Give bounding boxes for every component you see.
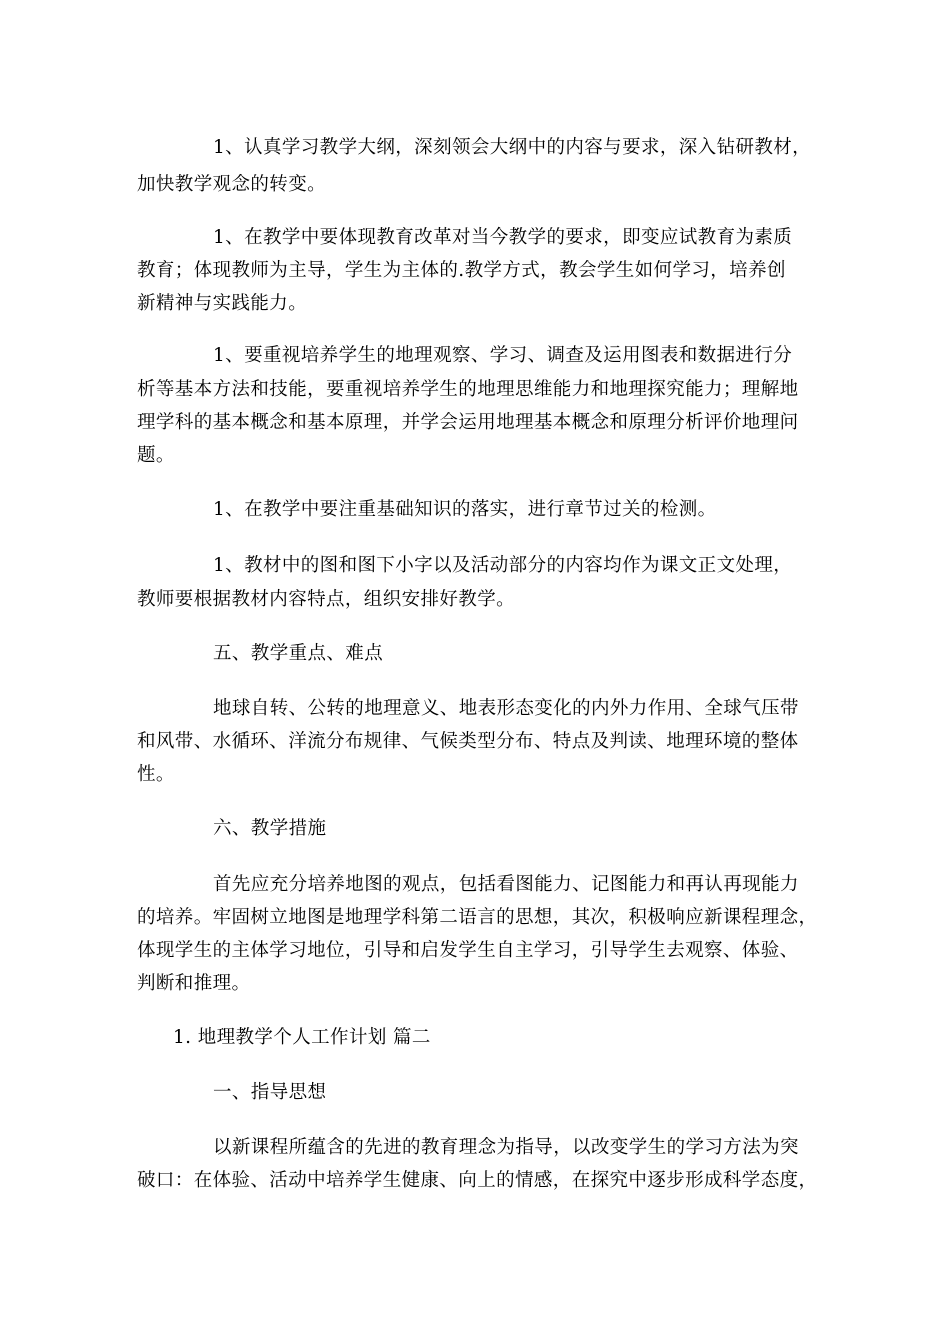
paragraph-3-line-2: 析等基本方法和技能，要重视培养学生的地理思维能力和地理探究能力；理解地 bbox=[137, 379, 799, 400]
paragraph-1-line-1: 1、认真学习教学大纲，深刻领会大纲中的内容与要求，深入钻研教材， bbox=[213, 137, 812, 158]
section-heading-1: 一、指导思想 bbox=[213, 1082, 327, 1103]
paragraph-3-line-1: 1、要重视培养学生的地理观察、学习、调查及运用图表和数据进行分 bbox=[213, 345, 793, 366]
paragraph-2-line-3: 新精神与实践能力。 bbox=[137, 293, 308, 314]
paragraph-2-line-1: 1、在教学中要体现教育改革对当今教学的要求，即变应试教育为素质 bbox=[213, 227, 793, 248]
section-heading-5: 五、教学重点、难点 bbox=[213, 643, 384, 664]
paragraph-4-line-1: 1、在教学中要注重基础知识的落实，进行章节过关的检测。 bbox=[213, 499, 717, 520]
paragraph-8-line-2: 破口：在体验、活动中培养学生健康、向上的情感，在探究中逐步形成科学态度， bbox=[137, 1170, 818, 1191]
paragraph-3-line-4: 题。 bbox=[137, 445, 175, 466]
paragraph-3-line-3: 理学科的基本概念和基本原理，并学会运用地理基本概念和原理分析评价地理问 bbox=[137, 412, 799, 433]
paragraph-7-line-4: 判断和推理。 bbox=[137, 973, 251, 994]
article-subtitle: 1. 地理教学个人工作计划 篇二 bbox=[173, 1027, 431, 1048]
paragraph-6-line-3: 性。 bbox=[137, 764, 175, 785]
paragraph-6-line-2: 和风带、水循环、洋流分布规律、气候类型分布、特点及判读、地理环境的整体 bbox=[137, 731, 799, 752]
paragraph-8-line-1: 以新课程所蕴含的先进的教育理念为指导，以改变学生的学习方法为突 bbox=[213, 1137, 799, 1158]
paragraph-5-line-2: 教师要根据教材内容特点，组织安排好教学。 bbox=[137, 589, 516, 610]
paragraph-6-line-1: 地球自转、公转的地理意义、地表形态变化的内外力作用、全球气压带 bbox=[213, 698, 799, 719]
paragraph-7-line-1: 首先应充分培养地图的观点，包括看图能力、记图能力和再认再现能力 bbox=[213, 874, 799, 895]
paragraph-7-line-2: 的培养。牢固树立地图是地理学科第二语言的思想，其次，积极响应新课程理念， bbox=[137, 907, 818, 928]
paragraph-1-line-2: 加快教学观念的转变。 bbox=[137, 174, 327, 195]
paragraph-5-line-1: 1、教材中的图和图下小字以及活动部分的内容均作为课文正文处理， bbox=[213, 555, 793, 576]
paragraph-7-line-3: 体现学生的主体学习地位，引导和启发学生自主学习，引导学生去观察、体验、 bbox=[137, 940, 799, 961]
paragraph-2-line-2: 教育；体现教师为主导，学生为主体的.教学方式，教会学生如何学习，培养创 bbox=[137, 260, 786, 281]
section-heading-6: 六、教学措施 bbox=[213, 818, 327, 839]
